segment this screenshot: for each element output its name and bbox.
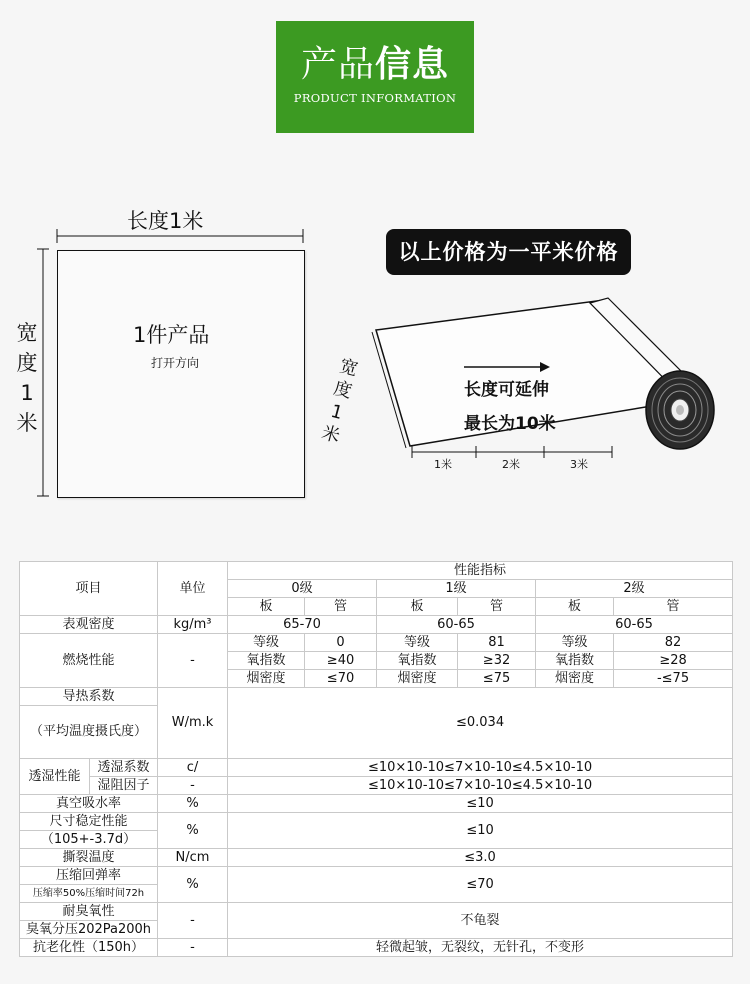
compress-label: 压缩回弹率 [20, 867, 158, 885]
table-row [20, 616, 733, 634]
thermal-unit: W/m.k [158, 688, 228, 759]
grade-0: 0级 [228, 580, 377, 598]
col-guan: 管 [614, 598, 733, 616]
price-badge: 以上价格为一平米价格 [386, 229, 631, 275]
table-row [20, 903, 733, 921]
width-char: 米 [319, 422, 343, 448]
col-ban: 板 [377, 598, 458, 616]
header-item: 项目 [20, 562, 158, 616]
burn-cell: -≤75 [614, 670, 733, 688]
tear-value: ≤3.0 [228, 849, 733, 867]
width-char: 1 [20, 381, 34, 405]
burn-label: 燃烧性能 [20, 634, 158, 688]
ozone-sublabel: 臭氧分压202Pa200h [20, 921, 158, 939]
burn-cell: 等级 [228, 634, 305, 652]
segment-label: 2米 [502, 458, 520, 471]
max-length-label: 最长为10米 [464, 414, 556, 434]
dim-unit: % [158, 813, 228, 849]
burn-cell: ≤75 [458, 670, 536, 688]
header-title-light: 产品 [300, 44, 375, 85]
burn-cell: ≥28 [614, 652, 733, 670]
col-guan: 管 [458, 598, 536, 616]
col-ban: 板 [228, 598, 305, 616]
burn-cell: ≥32 [458, 652, 536, 670]
header-performance: 性能指标 [228, 562, 733, 580]
burn-cell: 81 [458, 634, 536, 652]
compress-sublabel: 压缩率50%压缩时间72h [20, 885, 158, 903]
burn-cell: ≤70 [305, 670, 377, 688]
ozone-unit: - [158, 903, 228, 939]
spec-table [19, 561, 733, 957]
table-row [20, 777, 733, 795]
aging-label: 抗老化性（150h） [20, 939, 158, 957]
open-direction-label: 打开方向 [151, 356, 200, 370]
vacuum-value: ≤10 [228, 795, 733, 813]
density-value: 60-65 [377, 616, 536, 634]
burn-cell: 氧指数 [536, 652, 614, 670]
density-unit: kg/m³ [158, 616, 228, 634]
table-row [20, 849, 733, 867]
tear-unit: N/cm [158, 849, 228, 867]
width-char: 1 [328, 400, 345, 425]
ozone-label: 耐臭氧性 [20, 903, 158, 921]
dim-sublabel: （105+-3.7d） [20, 831, 158, 849]
table-row [20, 813, 733, 831]
burn-cell: ≥40 [305, 652, 377, 670]
burn-cell: 等级 [536, 634, 614, 652]
segment-label: 1米 [434, 458, 452, 471]
moisture-value2: ≤10×10-10≤7×10-10≤4.5×10-10 [228, 777, 733, 795]
col-guan: 管 [305, 598, 377, 616]
piece-label: 1件产品 [133, 323, 210, 347]
density-label: 表观密度 [20, 616, 158, 634]
moisture-label: 透湿性能 [20, 759, 90, 795]
grade-2: 2级 [536, 580, 733, 598]
burn-cell: 82 [614, 634, 733, 652]
density-value: 60-65 [536, 616, 733, 634]
header-subtitle: PRODUCT INFORMATION [293, 91, 457, 105]
width-char: 米 [16, 411, 38, 435]
compress-unit: % [158, 867, 228, 903]
width-char: 度 [16, 351, 38, 375]
burn-cell: 烟密度 [228, 670, 305, 688]
grade-1: 1级 [377, 580, 536, 598]
sheet-square [57, 250, 305, 498]
col-ban: 板 [536, 598, 614, 616]
length-label: 长度1米 [127, 209, 204, 233]
segment-label: 3米 [570, 458, 588, 471]
aging-unit: - [158, 939, 228, 957]
thermal-label: 导热系数 [20, 688, 158, 706]
table-row [20, 867, 733, 885]
width-char: 宽 [16, 321, 38, 345]
width-label-vertical [14, 318, 40, 438]
burn-cell: 氧指数 [228, 652, 305, 670]
moisture-sub2: 湿阻因子 [90, 777, 158, 795]
vacuum-label: 真空吸水率 [20, 795, 158, 813]
tear-label: 撕裂温度 [20, 849, 158, 867]
moisture-value1: ≤10×10-10≤7×10-10≤4.5×10-10 [228, 759, 733, 777]
dim-label: 尺寸稳定性能 [20, 813, 158, 831]
table-row [20, 759, 733, 777]
header-title-bold: 信息 [375, 44, 450, 85]
compress-value: ≤70 [228, 867, 733, 903]
dim-value: ≤10 [228, 813, 733, 849]
moisture-unit1: c/ [158, 759, 228, 777]
thermal-value: ≤0.034 [228, 688, 733, 759]
table-row [20, 795, 733, 813]
table-row [20, 688, 733, 706]
aging-value: 轻微起皱，无裂纹，无针孔，不变形 [228, 939, 733, 957]
burn-cell: 氧指数 [377, 652, 458, 670]
moisture-unit2: - [158, 777, 228, 795]
burn-cell: 烟密度 [377, 670, 458, 688]
density-value: 65-70 [228, 616, 377, 634]
burn-cell: 0 [305, 634, 377, 652]
table-row [20, 939, 733, 957]
extend-label: 长度可延伸 [464, 380, 549, 400]
table-row [20, 562, 733, 580]
vacuum-unit: % [158, 795, 228, 813]
burn-unit: - [158, 634, 228, 688]
thermal-sublabel: （平均温度摄氏度） [20, 706, 158, 759]
burn-cell: 等级 [377, 634, 458, 652]
table-row [20, 634, 733, 652]
moisture-sub1: 透湿系数 [90, 759, 158, 777]
width-char: 度 [331, 377, 355, 403]
header-unit: 单位 [158, 562, 228, 616]
width-char: 宽 [337, 355, 361, 381]
ozone-value: 不龟裂 [228, 903, 733, 939]
burn-cell: 烟密度 [536, 670, 614, 688]
